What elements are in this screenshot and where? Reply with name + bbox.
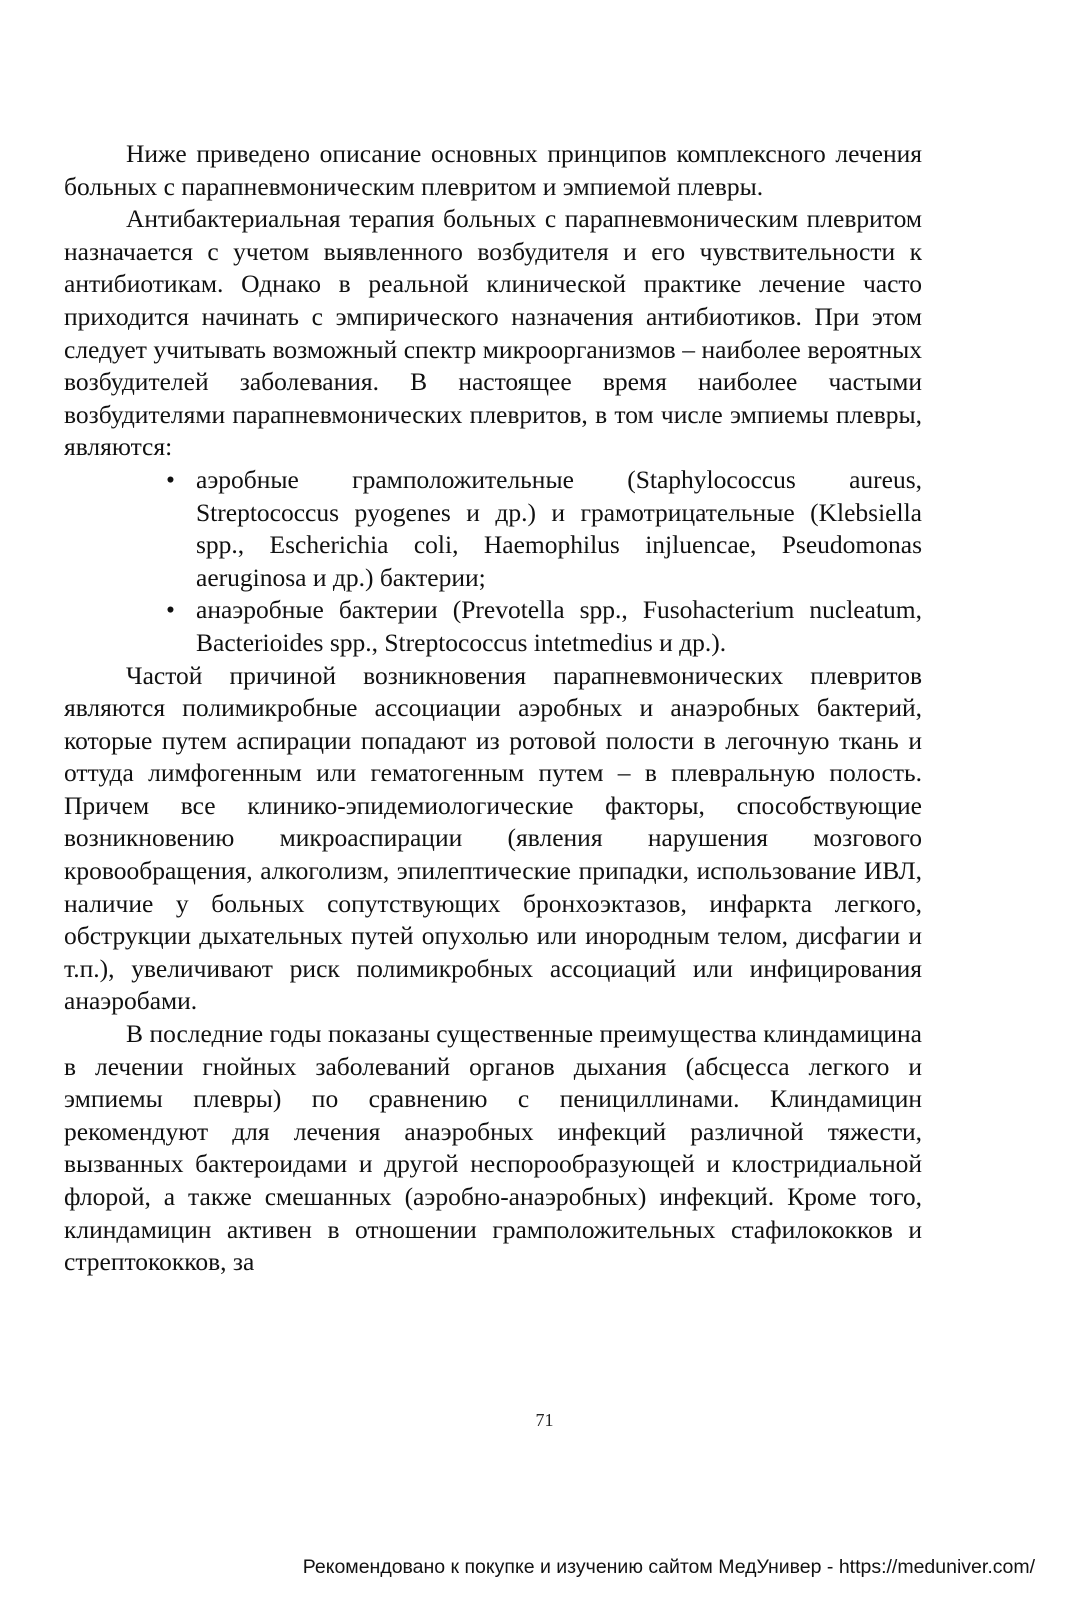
footer-recommendation: Рекомендовано к покупке и изучению сайтом МедУнивер - https://meduniver.com/ [302, 1556, 1035, 1578]
bullet-icon: • [166, 464, 175, 494]
bullet-icon: • [166, 595, 175, 625]
page-number: 71 [535, 1410, 554, 1430]
page-body [64, 138, 922, 1279]
list-item-text: анаэробные бактерии (Prevotella spp., Fusohacterium nucleatum, Bacterioides spp., Streptococcus intetmedius и др.). [196, 595, 922, 657]
pathogen-list [64, 464, 922, 660]
paragraph-causes: Частой причиной возникновения парапневмонических плевритов являются полимикробные ассоциации аэробных и анаэробных бактерий, которые путем аспирации попадают из ротовой полости в легочную ткань и оттуда лимфогенным или гематогенным путем – в плевральную полость. Причем все клинико-эпидемиологические факторы, способствующие возникновению микроаспирации (явления нарушения мозгового кровообращения, алкоголизм, эпилептические припадки, использование ИВЛ, наличие у больных сопутствующих бронхоэктазов, инфаркта легкого, обструкции дыхательных путей опухолью или инородным телом, дисфагии и т.п.), увеличивают риск полимикробных ассоциаций или инфицирования анаэробами. [64, 660, 922, 1016]
list-item-aerobic [164, 464, 922, 594]
list-item-text: аэробные грамположительные (Staphylococcus aureus, Streptococcus pyogenes и др.) и грамотрицательные (Klebsiella spp., Escherichia coli, Haemophilus injluencae, Pseudomonas aeruginosa и др.) бактерии; [196, 464, 922, 592]
paragraph-intro: Ниже приведено описание основных принципов комплексного лечения больных с парапневмоническим плевритом и эмпиемой плевры. [64, 139, 922, 201]
paragraph-clindamycin: В последние годы показаны существенные преимущества клиндамицина в лечении гнойных заболеваний органов дыхания (абсцесса легкого и эмпиемы плевры) по сравнению с пенициллинами. Клиндамицин рекомендуют для лечения анаэробных инфекций различной тяжести, вызванных бактероидами и другой неспорообразующей и клостридиальной флорой, а также смешанных (аэробно-анаэробных) инфекций. Кроме того, клиндамицин активен в отношении грамположительных стафилококков и стрептококков, за [64, 1019, 922, 1277]
paragraph-antibacterial-therapy: Антибактериальная терапия больных с парапневмоническим плевритом назначается с учетом выявленного возбудителя и его чувствительности к антибиотикам. Однако в реальной клинической практике лечение часто приходится начинать с эмпирического назначения антибиотиков. При этом следует учитывать возможный спектр микроорганизмов – наиболее вероятных возбудителей заболевания. В настоящее время наиболее частыми возбудителями парапневмонических плевритов, в том числе эмпиемы плевры, являются: [64, 204, 922, 462]
list-item-anaerobic [164, 594, 922, 659]
